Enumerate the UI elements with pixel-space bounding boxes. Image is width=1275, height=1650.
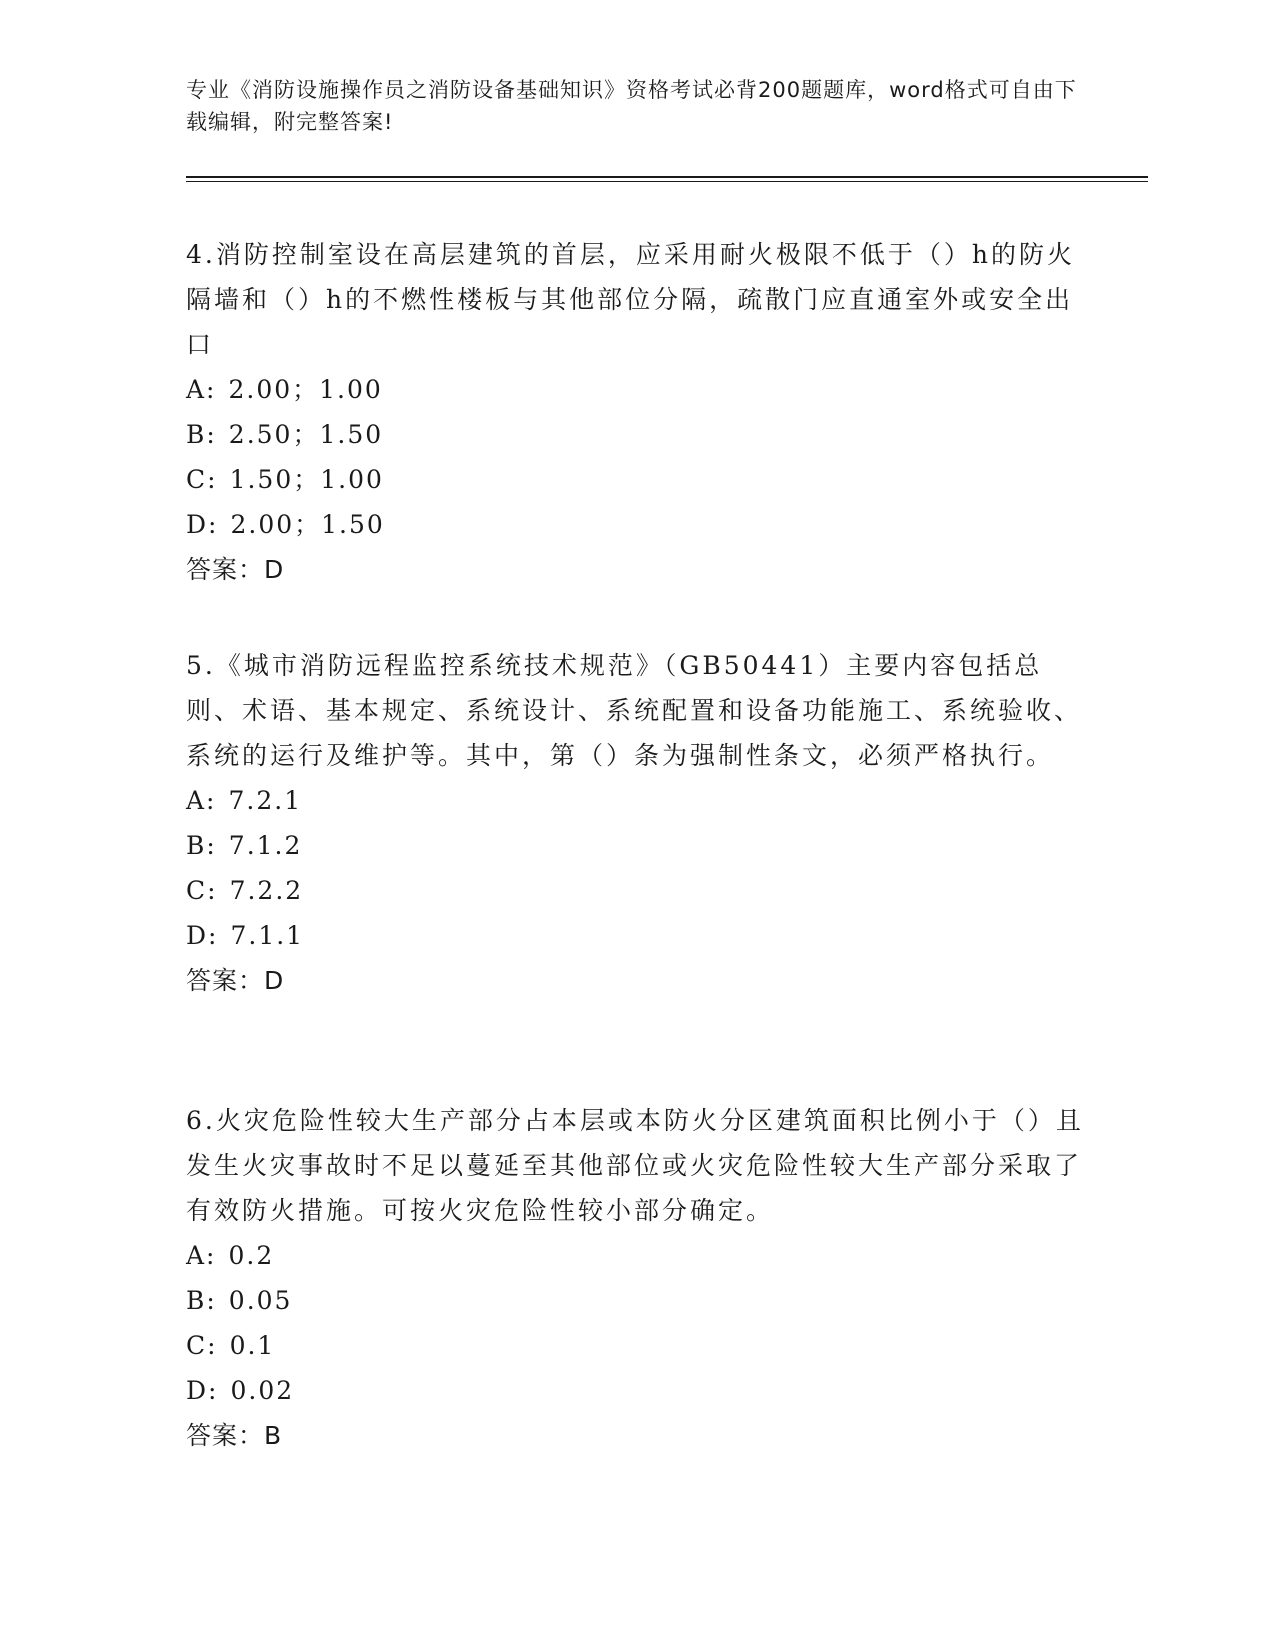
option-value: 7.1.2: [228, 831, 303, 860]
option-value: 7.1.1: [230, 921, 305, 950]
option-value: 2.00；1.50: [230, 510, 385, 539]
option-value: 1.50；1.00: [229, 465, 384, 494]
option-a: [186, 778, 1086, 823]
option-letter: C:: [186, 876, 218, 905]
option-value: 0.02: [230, 1376, 295, 1405]
option-value: 0.1: [229, 1331, 276, 1360]
option-b: [186, 823, 1086, 868]
option-value: 2.50；1.50: [228, 420, 384, 449]
question-item: [186, 1098, 1086, 1458]
option-c: [186, 457, 1086, 502]
option-c: [186, 1323, 1086, 1368]
option-value: 0.05: [228, 1286, 293, 1315]
option-value: 7.2.1: [228, 786, 303, 815]
option-d: [186, 502, 1086, 547]
option-letter: B:: [186, 1286, 217, 1315]
option-value: 7.2.2: [229, 876, 304, 905]
question-item: [186, 643, 1086, 1003]
answer-line: 答案：D: [186, 966, 285, 995]
option-letter: A:: [186, 786, 217, 815]
option-letter: D:: [186, 1376, 219, 1405]
option-c: [186, 868, 1086, 913]
option-letter: B:: [186, 831, 217, 860]
answer-line: 答案：B: [186, 1421, 283, 1450]
document-header: 专业《消防设施操作员之消防设备基础知识》资格考试必背200题题库，word格式可自由下载编辑，附完整答案!: [186, 78, 1077, 134]
question-text: 5.《城市消防远程监控系统技术规范》（GB50441）主要内容包括总则、术语、基本规定、系统设计、系统配置和设备功能施工、系统验收、系统的运行及维护等。其中，第（）条为强制性条文，必须严格执行。: [186, 651, 1083, 770]
option-letter: A:: [186, 1241, 217, 1270]
option-letter: D:: [186, 921, 219, 950]
header-divider-thin: [186, 181, 1148, 182]
option-d: [186, 913, 1086, 958]
option-letter: C:: [186, 1331, 218, 1360]
option-value: 0.2: [228, 1241, 275, 1270]
option-b: [186, 412, 1086, 457]
question-text: 4.消防控制室设在高层建筑的首层，应采用耐火极限不低于（）h的防火隔墙和（）h的不燃性楼板与其他部位分隔，疏散门应直通室外或安全出口: [186, 240, 1075, 359]
option-letter: D:: [186, 510, 219, 539]
option-d: [186, 1368, 1086, 1413]
option-letter: A:: [186, 375, 217, 404]
question-text: 6.火灾危险性较大生产部分占本层或本防火分区建筑面积比例小于（）且发生火灾事故时不足以蔓延至其他部位或火灾危险性较大生产部分采取了有效防火措施。可按火灾危险性较小部分确定。: [186, 1106, 1084, 1225]
option-letter: C:: [186, 465, 218, 494]
option-a: [186, 367, 1086, 412]
option-b: [186, 1278, 1086, 1323]
option-a: [186, 1233, 1086, 1278]
question-item: [186, 232, 1086, 592]
header-divider-thick: [186, 176, 1148, 178]
option-value: 2.00；1.00: [228, 375, 383, 404]
option-letter: B:: [186, 420, 217, 449]
answer-line: 答案：D: [186, 555, 285, 584]
